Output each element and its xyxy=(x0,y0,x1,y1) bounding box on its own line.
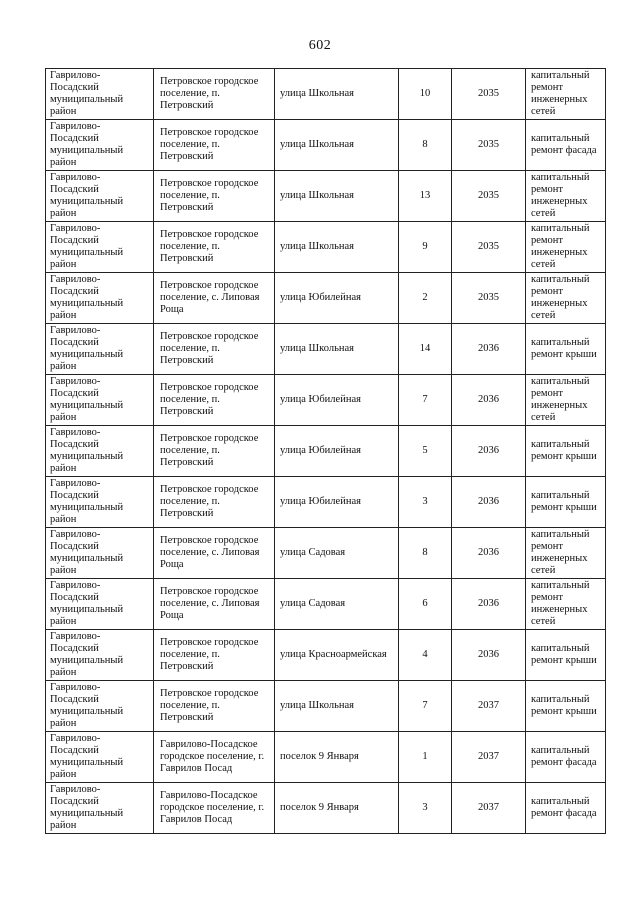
year-cell: 2035 xyxy=(452,120,526,171)
work-type-cell: капитальный ремонт крыши xyxy=(526,477,606,528)
work-type-cell: капитальный ремонт инженерных сетей xyxy=(526,69,606,120)
work-type-cell: капитальный ремонт крыши xyxy=(526,426,606,477)
house-number-cell: 3 xyxy=(399,477,452,528)
settlement-cell: Петровское городское поселение, п. Петровский xyxy=(154,69,275,120)
district-cell: Гаврилово-Посадский муниципальный район xyxy=(46,528,154,579)
year-cell: 2035 xyxy=(452,273,526,324)
table-body xyxy=(46,69,606,834)
work-type-cell: капитальный ремонт инженерных сетей xyxy=(526,222,606,273)
district-cell: Гаврилово-Посадский муниципальный район xyxy=(46,273,154,324)
settlement-cell: Петровское городское поселение, п. Петровский xyxy=(154,681,275,732)
house-number-cell: 2 xyxy=(399,273,452,324)
table-row xyxy=(46,426,606,477)
street-cell: улица Красноармейская xyxy=(275,630,399,681)
settlement-cell: Петровское городское поселение, п. Петровский xyxy=(154,171,275,222)
year-cell: 2037 xyxy=(452,783,526,834)
house-number-cell: 7 xyxy=(399,681,452,732)
table-row xyxy=(46,630,606,681)
year-cell: 2036 xyxy=(452,375,526,426)
house-number-cell: 8 xyxy=(399,120,452,171)
street-cell: улица Садовая xyxy=(275,579,399,630)
house-number-cell: 8 xyxy=(399,528,452,579)
settlement-cell: Петровское городское поселение, с. Липовая Роща xyxy=(154,273,275,324)
street-cell: улица Школьная xyxy=(275,171,399,222)
district-cell: Гаврилово-Посадский муниципальный район xyxy=(46,732,154,783)
work-type-cell: капитальный ремонт фасада xyxy=(526,120,606,171)
table-row xyxy=(46,375,606,426)
work-type-cell: капитальный ремонт инженерных сетей xyxy=(526,528,606,579)
work-type-cell: капитальный ремонт фасада xyxy=(526,783,606,834)
settlement-cell: Петровское городское поселение, п. Петровский xyxy=(154,375,275,426)
work-type-cell: капитальный ремонт крыши xyxy=(526,681,606,732)
settlement-cell: Петровское городское поселение, с. Липовая Роща xyxy=(154,579,275,630)
work-type-cell: капитальный ремонт инженерных сетей xyxy=(526,171,606,222)
house-number-cell: 5 xyxy=(399,426,452,477)
house-number-cell: 10 xyxy=(399,69,452,120)
house-number-cell: 13 xyxy=(399,171,452,222)
street-cell: улица Школьная xyxy=(275,681,399,732)
work-type-cell: капитальный ремонт инженерных сетей xyxy=(526,579,606,630)
table-row xyxy=(46,222,606,273)
year-cell: 2036 xyxy=(452,579,526,630)
district-cell: Гаврилово-Посадский муниципальный район xyxy=(46,171,154,222)
house-number-cell: 7 xyxy=(399,375,452,426)
district-cell: Гаврилово-Посадский муниципальный район xyxy=(46,579,154,630)
settlement-cell: Петровское городское поселение, п. Петровский xyxy=(154,426,275,477)
district-cell: Гаврилово-Посадский муниципальный район xyxy=(46,681,154,732)
district-cell: Гаврилово-Посадский муниципальный район xyxy=(46,69,154,120)
year-cell: 2036 xyxy=(452,324,526,375)
street-cell: поселок 9 Января xyxy=(275,783,399,834)
housing-repair-table xyxy=(45,68,606,834)
page-number: 602 xyxy=(308,38,332,53)
table-row xyxy=(46,69,606,120)
street-cell: улица Садовая xyxy=(275,528,399,579)
street-cell: улица Школьная xyxy=(275,120,399,171)
year-cell: 2037 xyxy=(452,681,526,732)
house-number-cell: 6 xyxy=(399,579,452,630)
district-cell: Гаврилово-Посадский муниципальный район xyxy=(46,783,154,834)
year-cell: 2037 xyxy=(452,732,526,783)
street-cell: улица Школьная xyxy=(275,69,399,120)
district-cell: Гаврилово-Посадский муниципальный район xyxy=(46,630,154,681)
settlement-cell: Петровское городское поселение, п. Петровский xyxy=(154,222,275,273)
table-row xyxy=(46,171,606,222)
year-cell: 2036 xyxy=(452,477,526,528)
street-cell: поселок 9 Января xyxy=(275,732,399,783)
district-cell: Гаврилово-Посадский муниципальный район xyxy=(46,375,154,426)
settlement-cell: Петровское городское поселение, п. Петровский xyxy=(154,120,275,171)
settlement-cell: Гаврилово-Посадское городское поселение, г. Гаврилов Посад xyxy=(154,732,275,783)
district-cell: Гаврилово-Посадский муниципальный район xyxy=(46,324,154,375)
year-cell: 2035 xyxy=(452,222,526,273)
work-type-cell: капитальный ремонт фасада xyxy=(526,732,606,783)
street-cell: улица Школьная xyxy=(275,324,399,375)
settlement-cell: Петровское городское поселение, п. Петровский xyxy=(154,477,275,528)
year-cell: 2036 xyxy=(452,528,526,579)
year-cell: 2035 xyxy=(452,69,526,120)
table-row xyxy=(46,324,606,375)
year-cell: 2035 xyxy=(452,171,526,222)
table-row xyxy=(46,783,606,834)
work-type-cell: капитальный ремонт инженерных сетей xyxy=(526,273,606,324)
district-cell: Гаврилово-Посадский муниципальный район xyxy=(46,426,154,477)
house-number-cell: 9 xyxy=(399,222,452,273)
year-cell: 2036 xyxy=(452,426,526,477)
street-cell: улица Юбилейная xyxy=(275,426,399,477)
table-row xyxy=(46,732,606,783)
street-cell: улица Юбилейная xyxy=(275,375,399,426)
table-row xyxy=(46,120,606,171)
house-number-cell: 4 xyxy=(399,630,452,681)
district-cell: Гаврилово-Посадский муниципальный район xyxy=(46,477,154,528)
table-row xyxy=(46,273,606,324)
settlement-cell: Петровское городское поселение, п. Петровский xyxy=(154,324,275,375)
work-type-cell: капитальный ремонт крыши xyxy=(526,324,606,375)
table-row xyxy=(46,477,606,528)
settlement-cell: Петровское городское поселение, п. Петровский xyxy=(154,630,275,681)
street-cell: улица Школьная xyxy=(275,222,399,273)
work-type-cell: капитальный ремонт крыши xyxy=(526,630,606,681)
house-number-cell: 3 xyxy=(399,783,452,834)
district-cell: Гаврилово-Посадский муниципальный район xyxy=(46,120,154,171)
district-cell: Гаврилово-Посадский муниципальный район xyxy=(46,222,154,273)
street-cell: улица Юбилейная xyxy=(275,273,399,324)
settlement-cell: Петровское городское поселение, с. Липовая Роща xyxy=(154,528,275,579)
house-number-cell: 14 xyxy=(399,324,452,375)
street-cell: улица Юбилейная xyxy=(275,477,399,528)
settlement-cell: Гаврилово-Посадское городское поселение, г. Гаврилов Посад xyxy=(154,783,275,834)
year-cell: 2036 xyxy=(452,630,526,681)
house-number-cell: 1 xyxy=(399,732,452,783)
table-row xyxy=(46,528,606,579)
table-row xyxy=(46,579,606,630)
work-type-cell: капитальный ремонт инженерных сетей xyxy=(526,375,606,426)
table-row xyxy=(46,681,606,732)
